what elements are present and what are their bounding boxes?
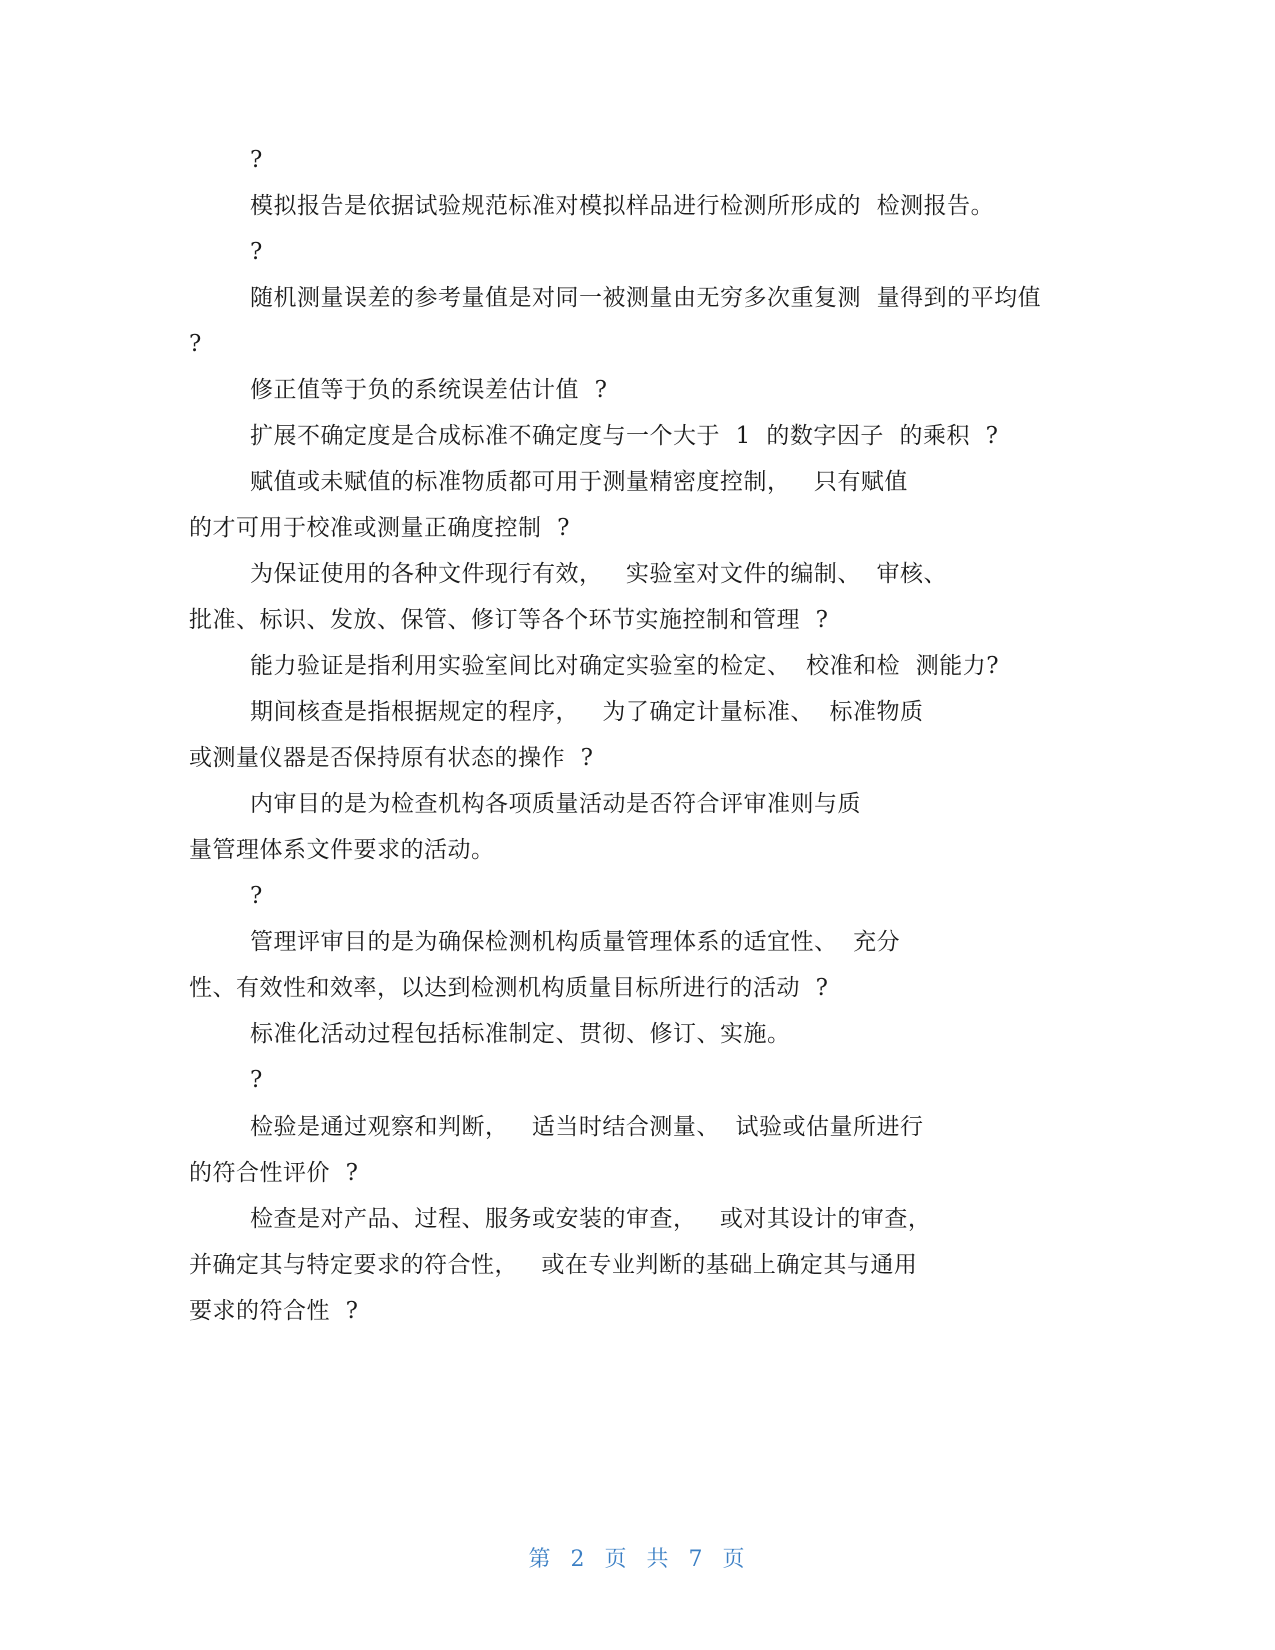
text-line: ? — [250, 239, 263, 265]
text-line: 性、有效性和效率，以达到检测机构质量目标所进行的活动 ? — [189, 975, 829, 1001]
text-line: 修正值等于负的系统误差估计值 ? — [250, 377, 608, 403]
text-line: 要求的符合性 ? — [189, 1298, 359, 1324]
text-line: 的才可用于校准或测量正确度控制 ? — [189, 515, 570, 541]
text-line: 管理评审目的是为确保检测机构质量管理体系的适宜性、 充分 — [250, 929, 901, 955]
text-line: 并确定其与特定要求的符合性， 或在专业判断的基础上确定其与通用 — [189, 1252, 918, 1278]
text-line: 扩展不确定度是合成标准不确定度与一个大于 1 的数字因子 的乘积 ? — [250, 423, 999, 449]
text-line: 为保证使用的各种文件现行有效， 实验室对文件的编制、 审核、 — [250, 561, 948, 587]
text-line: 赋值或未赋值的标准物质都可用于测量精密度控制， 只有赋值 — [250, 469, 908, 495]
text-line: 批准、标识、发放、保管、修订等各个环节实施控制和管理 ? — [189, 607, 829, 633]
text-line: 能力验证是指利用实验室间比对确定实验室的检定、 校准和检 测能力? — [250, 653, 1000, 679]
text-line: 内审目的是为检查机构各项质量活动是否符合评审准则与质 — [250, 791, 861, 817]
text-line: ? — [250, 1067, 263, 1093]
text-line: 检验是通过观察和判断， 适当时结合测量、 试验或估量所进行 — [250, 1114, 924, 1140]
text-line: 的符合性评价 ? — [189, 1160, 359, 1186]
text-line: 量管理体系文件要求的活动。 — [189, 837, 495, 863]
text-line: ? — [250, 147, 263, 173]
text-line: 或测量仪器是否保持原有状态的操作 ? — [189, 745, 594, 771]
page-number-footer: 第 2 页 共 7 页 — [528, 1547, 747, 1572]
text-line: 检查是对产品、过程、服务或安装的审查， 或对其设计的审查， — [250, 1206, 932, 1232]
text-line: ? — [250, 883, 263, 909]
text-line: ? — [189, 331, 202, 357]
text-line: 随机测量误差的参考量值是对同一被测量由无穷多次重复测 量得到的平均值 — [250, 285, 1042, 311]
text-line: 期间核查是指根据规定的程序， 为了确定计量标准、 标准物质 — [250, 699, 924, 725]
text-line: 模拟报告是依据试验规范标准对模拟样品进行检测所形成的 检测报告。 — [250, 193, 995, 219]
text-line: 标准化活动过程包括标准制定、贯彻、修订、实施。 — [250, 1021, 791, 1047]
